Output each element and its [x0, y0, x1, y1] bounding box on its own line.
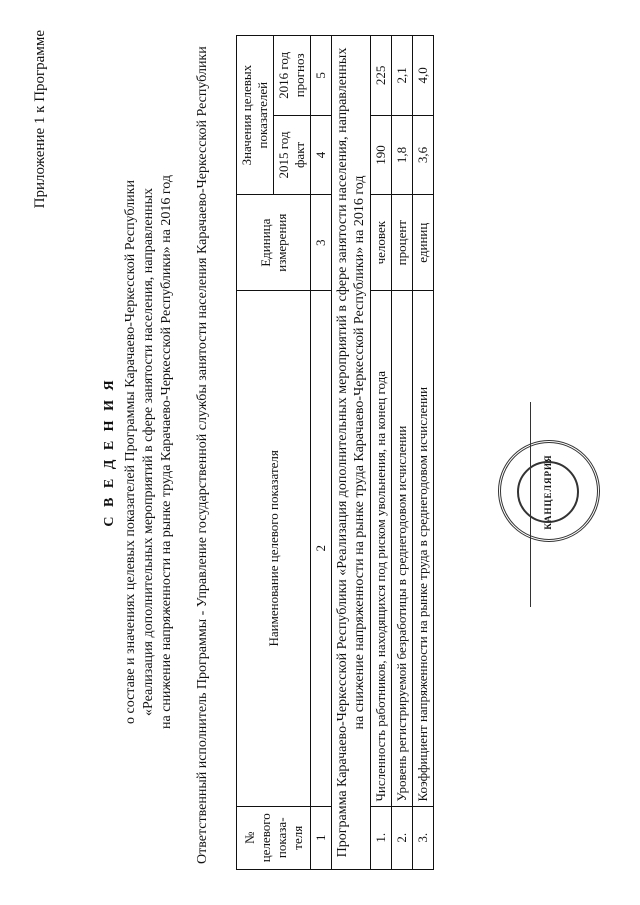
header-2016: 2016 год прогноз: [274, 36, 311, 116]
responsible-executor: Ответственный исполнитель Программы - Управление государственной службы занятости населения Карачаево-Черкесской Республики: [195, 46, 210, 864]
table-row: [413, 36, 434, 870]
program-row: [332, 36, 371, 870]
row-name: Коэффициент напряженности на рынке труда в среднегодовом исчислении: [413, 291, 434, 806]
column-number: 5: [311, 36, 332, 116]
stamp-inner-ring: [517, 454, 579, 530]
column-number: 3: [311, 195, 332, 291]
subtitle-line: «Реализация дополнительных мероприятий в сфере занятости населения, направленных: [141, 187, 156, 717]
row-2016: 4,0: [413, 36, 434, 116]
row-unit: единиц: [413, 195, 434, 291]
document-subtitle: [122, 72, 176, 832]
row-2015: 3,6: [413, 115, 434, 195]
row-num: 1.: [371, 806, 392, 869]
column-number-row: [311, 36, 332, 870]
row-unit: человек: [371, 195, 392, 291]
rotated-sheet: [10, 12, 630, 892]
header-name: Наименование целевого показателя: [237, 291, 311, 806]
header-unit: Единица измерения: [237, 195, 311, 291]
row-num: 3.: [413, 806, 434, 869]
header-values-group: Значения целевых показателей: [237, 36, 274, 195]
column-number: 2: [311, 291, 332, 806]
header-2015: 2015 год факт: [274, 115, 311, 195]
header-num: № целевого показа- теля: [237, 806, 311, 869]
row-name: Уровень регистрируемой безработицы в среднегодовом исчислении: [392, 291, 413, 806]
column-number: 1: [311, 806, 332, 869]
row-2015: 190: [371, 115, 392, 195]
row-2016: 225: [371, 36, 392, 116]
program-title: Программа Карачаево-Черкесской Республики «Реализация дополнительных мероприятий в сфере занятости населения, направленных на снижение напряженности на рынке труда Карачаево-Черкесской Республики» на 2016 год: [332, 36, 371, 870]
table-row: [371, 36, 392, 870]
row-num: 2.: [392, 806, 413, 869]
row-name: Численность работников, находящихся под риском увольнения, на конец года: [371, 291, 392, 806]
row-unit: процент: [392, 195, 413, 291]
official-stamp: [498, 440, 600, 542]
row-2015: 1,8: [392, 115, 413, 195]
indicators-table: [236, 35, 434, 870]
document-title: С В Е Д Е Н И Я: [102, 377, 117, 527]
subtitle-line: на снижение напряженности на рынке труда Карачаево-Черкесской Республики» на 2016 год: [159, 175, 174, 730]
table-header-row: [237, 36, 274, 870]
row-2016: 2,1: [392, 36, 413, 116]
column-number: 4: [311, 115, 332, 195]
table-row: [392, 36, 413, 870]
stamp-text: КАНЦЕЛЯРИЯ: [542, 454, 553, 530]
subtitle-line: о составе и значениях целевых показателей Программы Карачаево-Черкесской Республики: [123, 180, 138, 724]
appendix-label: Приложение 1 к Программе: [32, 30, 48, 209]
